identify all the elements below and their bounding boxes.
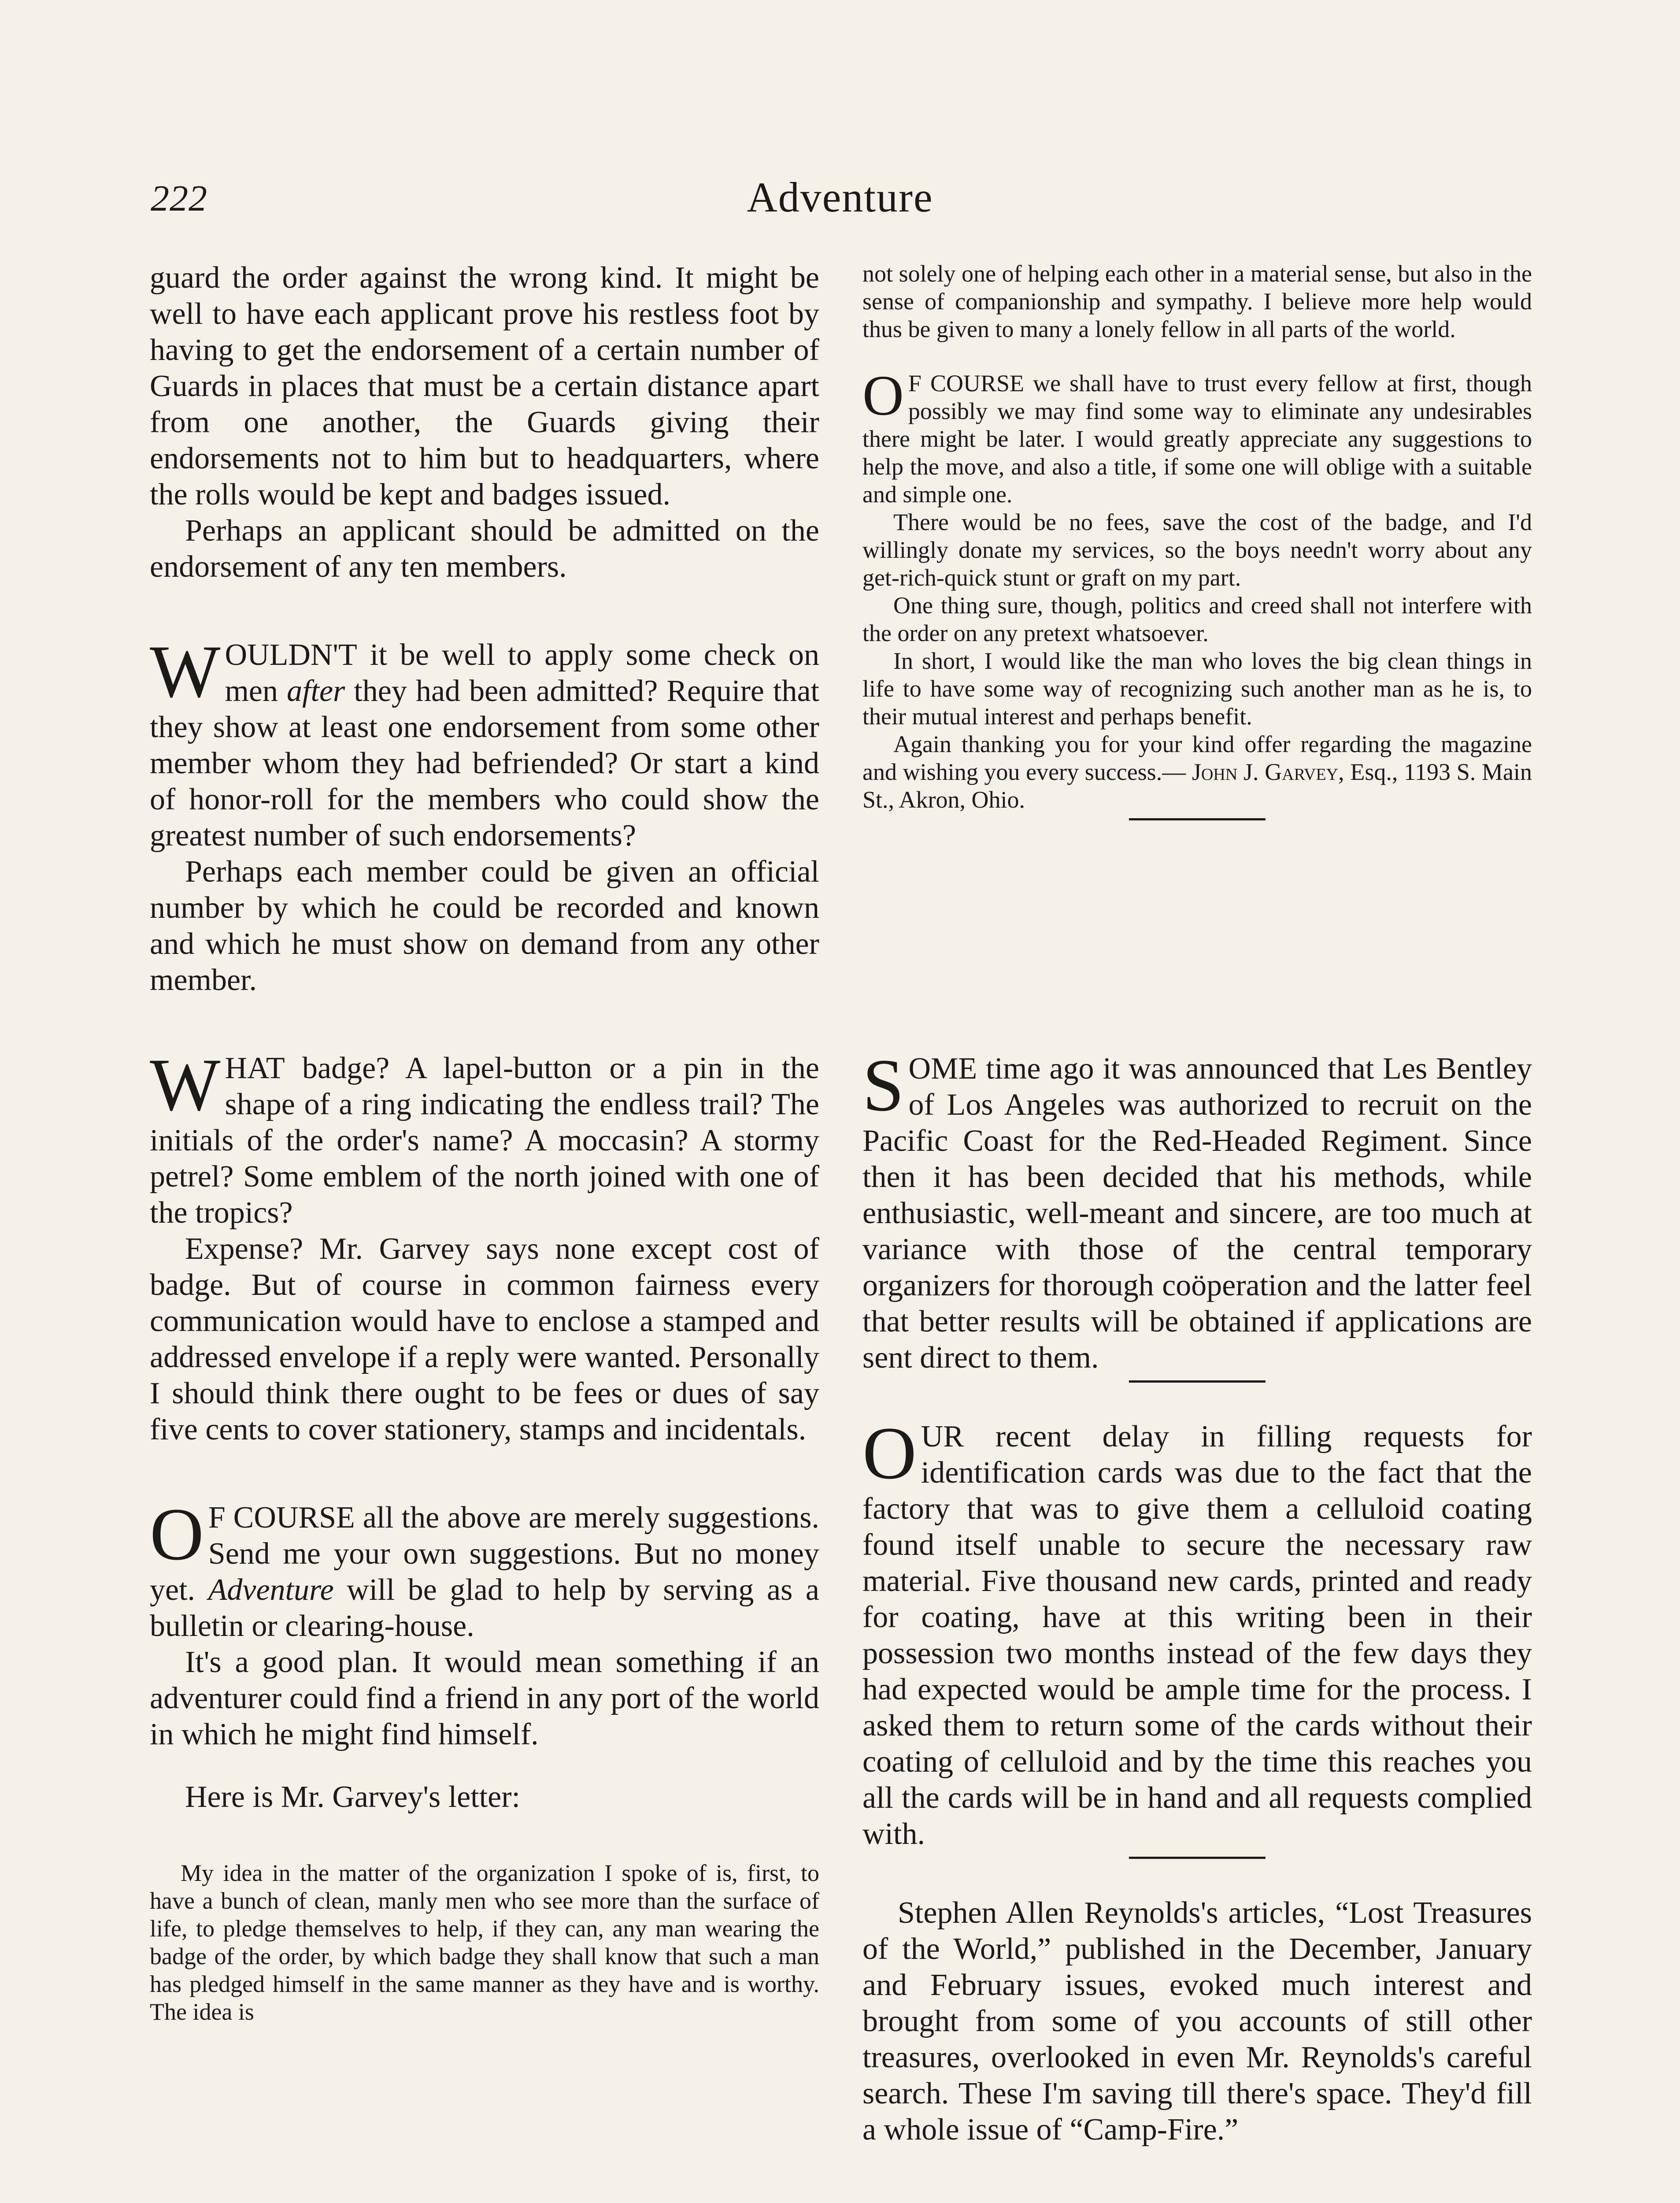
right-paragraph-reynolds: Stephen Allen Reynolds's articles, “Lost Treasures of the World,” published in the December, January and February issues, evoked much interest and brought from some of you accounts of still other treasures, overlooked in even Mr. Reynolds's careful search. These I'm saving till there's space. They'd fill a whole issue of “Camp-Fire.” xyxy=(862,1896,1532,2147)
lead-caps: UR xyxy=(921,1420,964,1454)
drop-cap-o: O xyxy=(862,1412,917,1495)
lead-caps: F COURSE xyxy=(908,370,1025,397)
drop-cap-o: O xyxy=(862,364,904,427)
lead-caps: OME xyxy=(908,1052,977,1086)
left-paragraph-wouldnt xyxy=(150,630,819,854)
emphasis-adventure: Adventure xyxy=(208,1573,334,1607)
right-column-letter xyxy=(862,260,1532,820)
section-divider xyxy=(1129,818,1266,820)
text-run: they had been admitted? Require that they show at least one endorsement from some other member whom they had befriended? Or start a kind of honor-roll for the members who could show the greatest number of such endorsements? xyxy=(150,674,819,853)
letter-paragraph-politics: One thing sure, though, politics and creed shall not interfere with the order on any pretext whatsoever. xyxy=(862,592,1532,646)
text-run: recent delay in filling requests for identification cards was due to the fact that the factory that was to give them a celluloid coating found itself unable to secure the necessary raw material. Five thousand new cards, printed and ready for coating, have at this writing been in their possession two months instead of the few days they had expected would be ample time for the process. I asked them to return some of the cards without their coating of celluloid and by the time this reaches you all the cards will be in hand and all requests complied with. xyxy=(862,1420,1532,1851)
left-paragraph-what-badge xyxy=(150,1043,819,1231)
left-paragraph-4: Perhaps each member could be given an official number by which he could be recorded and known and which he must show on demand from any other member. xyxy=(150,855,819,997)
emphasis-after: after xyxy=(287,674,345,708)
left-paragraph-good-plan: It's a good plan. It would mean something if an adventurer could find a friend in any port of the world in which he might find himself. xyxy=(150,1645,819,1751)
text-run: Again thanking you for your kind offer regarding the magazine and wishing you every success.— xyxy=(862,731,1532,785)
left-column xyxy=(150,260,819,2026)
letter-paragraph-of-course xyxy=(862,364,1532,508)
left-paragraph-of-course xyxy=(150,1493,819,1644)
right-paragraph-our-delay xyxy=(862,1412,1532,1852)
left-paragraph-1: guard the order against the wrong kind. It might be well to have each applicant prove his restless foot by having to get the endorsement of a certain number of Guards in places that must be a certain distance apart from one another, the Guards giving their endorsements not to him but to headquarters, where the rolls would be kept and badges issued. xyxy=(150,261,819,512)
drop-cap-w: W xyxy=(150,630,221,713)
left-paragraph-expense: Expense? Mr. Garvey says none except cost of badge. But of course in common fairness every communication would have to enclose a stamped and addressed envelope if a reply were wanted. Personally I should think there ought to be fees or dues of say five cents to cover stationery, stamps and incidentals. xyxy=(150,1232,819,1446)
drop-cap-s: S xyxy=(862,1044,904,1127)
letter-paragraph-in-short: In short, I would like the man who loves the big clean things in life to have some way of recognizing such another man as he is, to their mutual interest and perhaps benefit. xyxy=(862,648,1532,730)
running-head: Adventure xyxy=(747,174,933,221)
letter-paragraph-closing xyxy=(862,731,1532,814)
left-paragraph-2: Perhaps an applicant should be admitted on the endorsement of any ten members. xyxy=(150,514,819,584)
text-run: we shall have to trust every fellow at first, though possibly we may find some way to eliminate any undesirables there might be later. I would greatly appreciate any suggestions to help the move, and also a title, if some one will oblige with a suitable and simple one. xyxy=(862,370,1532,508)
page-number: 222 xyxy=(151,178,207,219)
drop-cap-w: W xyxy=(150,1043,221,1126)
letter-paragraph-fees: There would be no fees, save the cost of the badge, and I'd willingly donate my services, so the boys needn't worry about any get-rich-quick stunt or graft on my part. xyxy=(862,509,1532,591)
signature-name: John J. Garvey xyxy=(1192,759,1339,785)
right-paragraph-some-time xyxy=(862,1044,1532,1376)
letter-paragraph-1: My idea in the matter of the organization I spoke of is, first, to have a bunch of clean, manly men who see more than the surface of life, to pledge themselves to help, if they can, any man wearing the badge of the order, by which badge they shall know that such a man has pledged himself in the same manner as they have and is worthy. The idea is xyxy=(150,1860,819,2025)
lead-caps: OULDN'T xyxy=(225,638,357,672)
text-run: it be well to apply some check on men xyxy=(225,638,819,708)
text-run: badge? A lapel-button or a pin in the shape of a ring indicating the endless trail? The initials of the order's name? A moccasin? A stormy petrel? Some emblem of the north joined with one of the tropics? xyxy=(150,1051,819,1230)
left-paragraph-letter-intro: Here is Mr. Garvey's letter: xyxy=(185,1780,520,1814)
lead-caps: HAT xyxy=(225,1051,285,1085)
text-run: all the above are merely suggestions. Send me your own suggestions. But no money yet. xyxy=(150,1501,819,1607)
text-run: time ago it was announced that Les Bentley of Los Angeles was authorized to recruit on the Pacific Coast for the Red-Headed Regiment. Since then it has been decided that his methods, while enthusiastic, well-meant and sincere, are too much at variance with those of the central temporary organizers for thorough coöperation and the latter feel that better results will be obtained if applications are sent direct to them. xyxy=(862,1052,1532,1375)
drop-cap-o: O xyxy=(150,1493,204,1576)
text-run: will be glad to help by serving as a bulletin or clearing-house. xyxy=(150,1573,819,1643)
lead-caps: F COURSE xyxy=(208,1501,355,1535)
right-column-editorial xyxy=(862,1044,1532,2148)
letter-paragraph-1-cont: not solely one of helping each other in a material sense, but also in the sense of companionship and sympathy. I believe more help would thus be given to many a lonely fellow in all parts of the world. xyxy=(862,260,1532,342)
text-run: , Esq., 1193 S. Main St., Akron, Ohio. xyxy=(862,759,1532,813)
